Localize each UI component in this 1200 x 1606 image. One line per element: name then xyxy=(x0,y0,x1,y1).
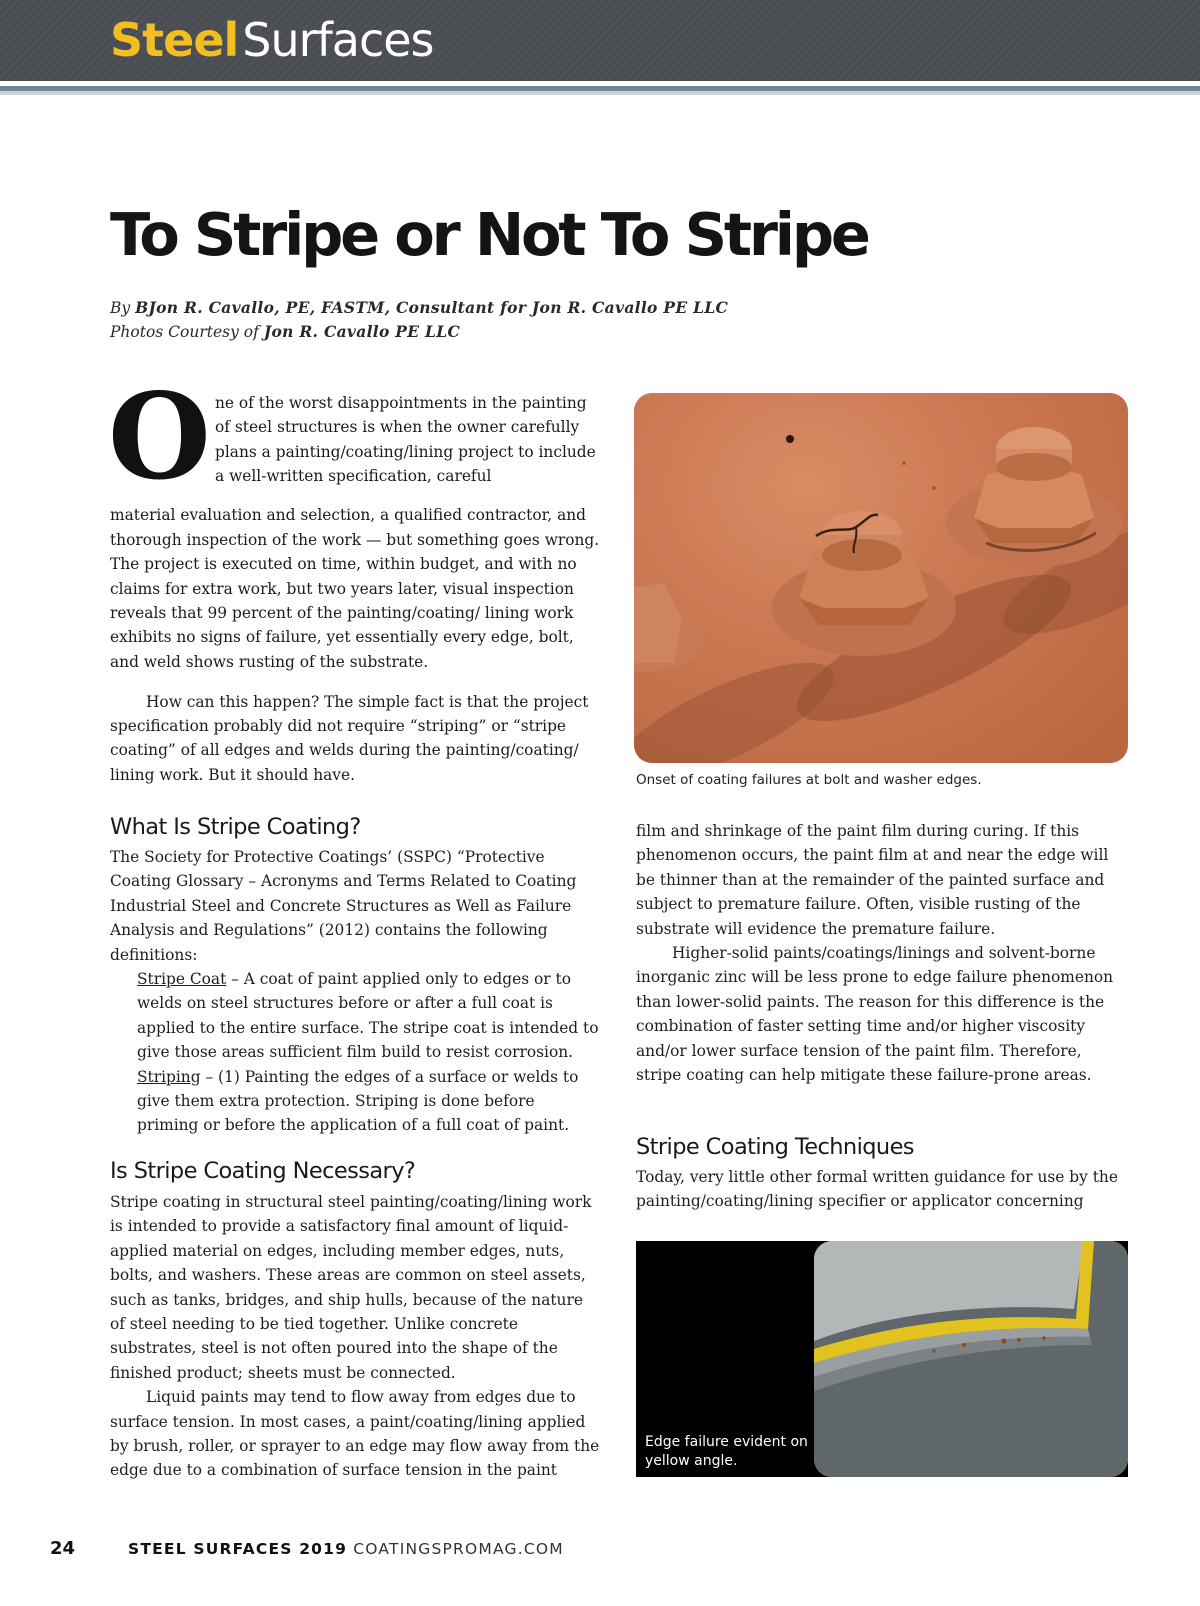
intro-paragraph-1: material evaluation and selection, a qualified contractor, and thorough inspection of the work — but something goes wrong. The project is executed on time, within budget, and with no claims for extra work, but two years later, visual inspection reveals that 99 percent of the painting/coating/ lining work exhibits no signs of failure, yet essentially every edge, bolt, and weld shows rusting of the substrate. xyxy=(110,506,600,671)
right-paragraph-2: Higher-solid paints/coatings/linings and solvent-borne inorganic zinc will be less prone to edge failure phenomenon than lower-solid paints. The reason for this difference is the combination of faster setting time and/or higher viscosity and/or lower surface tension of the paint film. Therefore, stripe coating can help mitigate these failure-prone areas. xyxy=(636,944,1114,1085)
section3-paragraph: Today, very little other formal written guidance for use by the painting/coating/lining specifier or applicator concerning xyxy=(636,1168,1118,1211)
byline xyxy=(110,296,728,344)
magazine-brand xyxy=(110,10,434,70)
bolt-illustration xyxy=(634,393,1128,763)
article-title: To Stripe or Not To Stripe xyxy=(110,200,868,269)
photo2-caption: Edge failure evident on yellow angle. xyxy=(645,1434,808,1469)
drop-cap: O xyxy=(108,367,211,506)
definition-striping xyxy=(110,1065,600,1138)
photos-credit: Jon R. Cavallo PE LLC xyxy=(263,322,461,341)
definition-text: – (1) Painting the edges of a surface or welds to give them extra protection. Striping is done before priming or before the application of a full coat of paint. xyxy=(137,1067,579,1135)
section2-paragraph-2: Liquid paints may tend to flow away from edges due to surface tension. In most cases, a paint/coating/lining applied by brush, roller, or sprayer to an edge may flow away from the edge due to a combination of surface tension in the paint xyxy=(110,1388,600,1480)
photo-bolt-failures xyxy=(634,393,1128,763)
publication-name: STEEL SURFACES 2019 xyxy=(128,1540,348,1558)
angle-illustration xyxy=(814,1241,1128,1477)
section-what-is-body xyxy=(110,845,600,1138)
byline-author: BJon R. Cavallo, PE, FASTM, Consultant for Jon R. Cavallo PE LLC xyxy=(135,298,729,317)
right-column-text xyxy=(636,819,1126,1087)
header-rule xyxy=(0,91,1200,95)
page-footer xyxy=(0,1538,1200,1568)
brand-steel: Steel xyxy=(110,13,239,67)
page-number: 24 xyxy=(50,1538,76,1559)
section-heading-techniques: Stripe Coating Techniques xyxy=(636,1134,914,1160)
photo-angle-figure xyxy=(636,1241,1128,1477)
intro-paragraph-2: How can this happen? The simple fact is that the project specification probably did not require “striping” or “stripe coating” of all edges and welds during the painting/coating/ lining work. But it should have. xyxy=(110,692,589,784)
definition-term: Stripe Coat xyxy=(137,970,227,989)
photo-yellow-angle xyxy=(814,1241,1128,1477)
section-necessary-body xyxy=(110,1190,600,1483)
byline-prefix: By xyxy=(110,299,131,317)
brand-surfaces: Surfaces xyxy=(242,13,434,67)
section-techniques-body xyxy=(636,1165,1126,1214)
section1-paragraph: The Society for Protective Coatings’ (SSPC) “Protective Coating Glossary – Acronyms and Terms Related to Coating Industrial Steel and Concrete Structures as Well as Failure Analysis and Regulations” (2012) contains the following definitions: xyxy=(110,848,577,964)
definition-term: Striping xyxy=(137,1067,201,1086)
section-heading-necessary: Is Stripe Coating Necessary? xyxy=(110,1158,416,1184)
intro-text xyxy=(110,488,600,803)
definition-text: – A coat of paint applied only to edges or to welds on steel structures before or after a full coat is applied to the entire surface. The stripe coat is intended to give those areas sufficient film build to resist corrosion. xyxy=(137,970,599,1062)
section-heading-what-is: What Is Stripe Coating? xyxy=(110,814,361,840)
section2-paragraph-1: Stripe coating in structural steel painting/coating/lining work is intended to provide a satisfactory final amount of liquid-applied material on edges, including member edges, nuts, bolts, and washers. These areas are common on steel assets, such as tanks, bridges, and ship hulls, because of the nature of steel needing to be tied together. Unlike concrete substrates, steel is not often poured into the shape of the finished product; sheets must be connected. xyxy=(110,1193,592,1382)
photos-prefix: Photos Courtesy of xyxy=(110,323,259,341)
website-link[interactable]: COATINGSPROMAG.COM xyxy=(353,1540,564,1558)
right-paragraph-1: film and shrinkage of the paint film during curing. If this phenomenon occurs, the paint film at and near the edge will be thinner than at the remainder of the painted surface and subject to premature failure. Often, visible rusting of the substrate will evidence the premature failure. xyxy=(636,822,1109,938)
photo1-caption: Onset of coating failures at bolt and washer edges. xyxy=(636,772,982,788)
definition-stripe-coat xyxy=(110,967,600,1065)
footer-publication xyxy=(128,1540,564,1558)
intro-text-top: ne of the worst disappointments in the painting of steel structures is when the owner carefully plans a painting/coating/lining project to include a well-written specification, careful xyxy=(215,394,596,486)
